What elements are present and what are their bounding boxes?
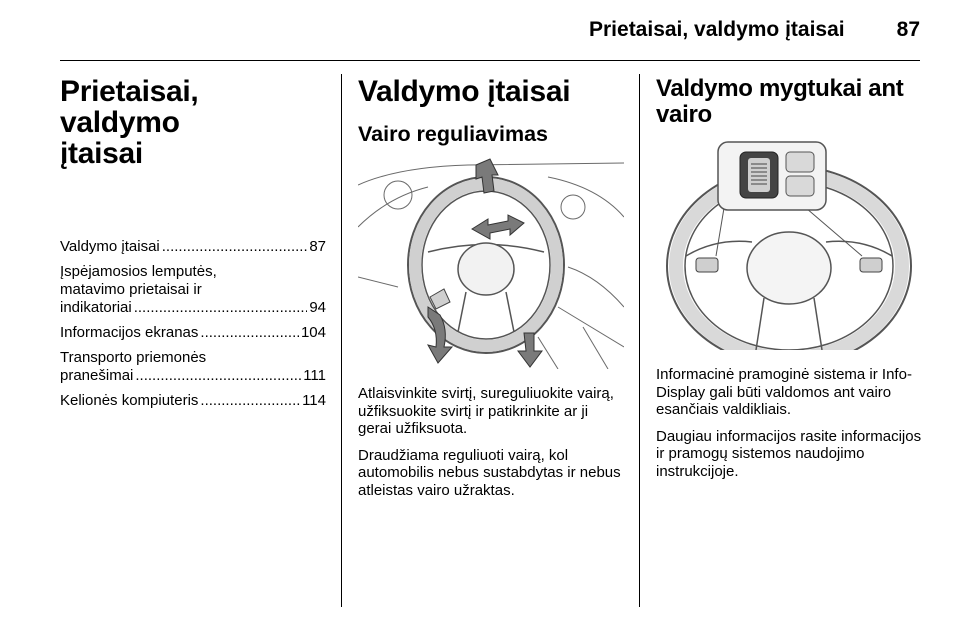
section-title: Valdymo įtaisai xyxy=(358,75,571,108)
steering-adjust-illustration xyxy=(358,157,624,369)
toc-entry[interactable]: Transporto priemonės pranešimai ..... 111 xyxy=(60,349,326,385)
toc-entry[interactable]: Kelionės kompiuteris ..... 114 xyxy=(60,392,326,410)
running-head-section: Prietaisai, valdymo įtaisai xyxy=(589,18,845,41)
section-title: Valdymo mygtukai ant vairo xyxy=(656,75,904,128)
chapter-column xyxy=(60,76,326,417)
paragraph: Draudžiama reguliuoti vairą, kol automobilis nebus sustabdytas ir nebus atleistas vairo užraktas. xyxy=(358,446,621,499)
toc-entry[interactable]: Valdymo įtaisai ..... 87 xyxy=(60,238,326,256)
header-rule xyxy=(60,60,920,61)
wheel-buttons-column xyxy=(656,76,922,480)
toc-entry[interactable]: Įspėjamosios lemputės, matavimo prietaisai ir indikatoriai ..... 94 xyxy=(60,263,326,317)
chapter-title: Prietaisai, valdymo įtaisai xyxy=(60,75,199,170)
steering-wheel-controls-illustration xyxy=(656,138,922,350)
column-divider xyxy=(639,74,640,607)
paragraph: Daugiau informacijos rasite informacijos ir pramogų sistemos naudojimo instrukcijoje. xyxy=(656,427,922,480)
column-divider xyxy=(341,74,342,607)
controls-column xyxy=(358,76,624,499)
table-of-contents xyxy=(60,238,326,410)
paragraph: Informacinė pramoginė sistema ir Info-Display gali būti valdomos ant vairo esančiais valdikliais. xyxy=(656,366,912,418)
toc-entry[interactable]: Informacijos ekranas ..... 104 xyxy=(60,324,326,342)
paragraph: Atlaisvinkite svirtį, sureguliuokite vairą, užfiksuokite svirtį ir patikrinkite ar ji gerai užfiksuota. xyxy=(358,385,614,437)
page-number: 87 xyxy=(896,18,920,41)
running-head xyxy=(589,18,920,46)
subsection-title: Vairo reguliavimas xyxy=(358,122,549,146)
